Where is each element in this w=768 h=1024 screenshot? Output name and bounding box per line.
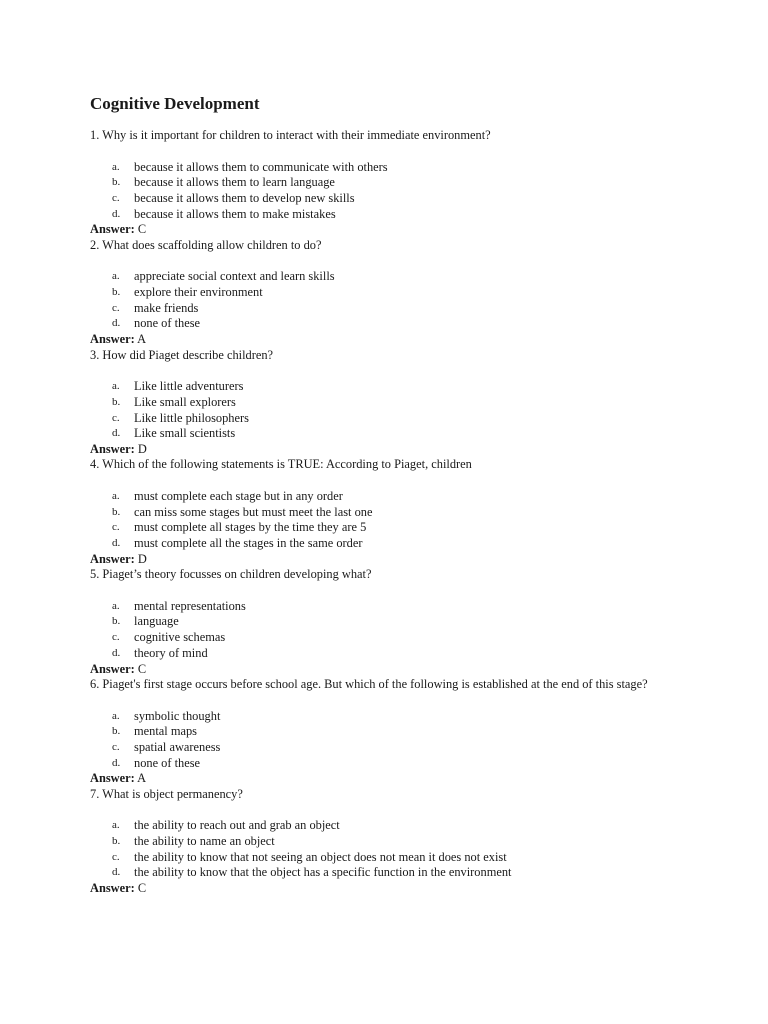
option-text: symbolic thought [134, 708, 221, 723]
question-text: 2. What does scaffolding allow children to do? [90, 237, 322, 252]
answer-label: Answer: [90, 332, 135, 347]
answer-value: C [137, 881, 147, 896]
option-letter: d. [112, 537, 121, 550]
question-block [90, 787, 690, 897]
option-text: Like little adventurers [134, 379, 244, 394]
answer-line [90, 662, 690, 678]
option-letter: a. [112, 709, 120, 722]
option-item [90, 395, 690, 411]
option-text: because it allows them to develop new skills [134, 190, 355, 205]
option-list [90, 160, 690, 223]
option-item [90, 614, 690, 630]
option-letter: d. [112, 646, 121, 659]
option-item [90, 646, 690, 662]
option-text: none of these [134, 755, 201, 770]
option-text: the ability to know that the object has a specific function in the environment [134, 865, 512, 880]
question-block [90, 457, 690, 567]
answer-label: Answer: [90, 771, 135, 786]
option-text: spatial awareness [134, 739, 221, 754]
answer-label: Answer: [90, 881, 135, 896]
document-title: Cognitive Development [90, 94, 260, 113]
option-item [90, 191, 690, 207]
option-list [90, 379, 690, 442]
option-list [90, 269, 690, 332]
answer-value: D [137, 441, 147, 456]
option-item [90, 301, 690, 317]
option-list [90, 489, 690, 552]
question-text: 4. Which of the following statements is TRUE: According to Piaget, children [90, 457, 472, 472]
option-text: because it allows them to make mistakes [134, 206, 336, 221]
option-item [90, 175, 690, 191]
option-text: must complete all stages by the time they are 5 [134, 520, 367, 535]
option-item [90, 411, 690, 427]
question-text: 1. Why is it important for children to interact with their immediate environment? [90, 128, 491, 142]
option-text: the ability to name an object [134, 834, 275, 849]
option-item [90, 756, 690, 772]
option-letter: c. [112, 850, 120, 863]
option-list [90, 599, 690, 662]
option-letter: b. [112, 725, 121, 738]
option-text: theory of mind [134, 645, 208, 660]
option-letter: b. [112, 176, 121, 189]
question-block [90, 348, 690, 458]
answer-value: D [137, 551, 147, 566]
option-item [90, 834, 690, 850]
option-letter: c. [112, 301, 120, 314]
question-text: 5. Piaget’s theory focusses on children developing what? [90, 567, 372, 582]
option-letter: c. [112, 191, 120, 204]
question-block [90, 567, 690, 677]
option-letter: b. [112, 286, 121, 299]
option-item [90, 520, 690, 536]
option-text: language [134, 614, 179, 629]
option-text: Like small scientists [134, 426, 236, 441]
option-item [90, 818, 690, 834]
answer-value: A [137, 332, 147, 347]
option-letter: d. [112, 317, 121, 330]
option-item [90, 505, 690, 521]
option-item [90, 865, 690, 881]
option-letter: d. [112, 207, 121, 220]
option-letter: d. [112, 866, 121, 879]
option-item [90, 269, 690, 285]
option-item [90, 709, 690, 725]
option-text: none of these [134, 316, 201, 331]
answer-label: Answer: [90, 441, 135, 456]
answer-label: Answer: [90, 222, 135, 237]
answer-line [90, 881, 690, 897]
option-letter: c. [112, 631, 120, 644]
answer-line [90, 771, 690, 787]
option-item [90, 207, 690, 223]
option-text: mental representations [134, 598, 246, 613]
question-block [90, 677, 690, 787]
option-item [90, 489, 690, 505]
answer-label: Answer: [90, 551, 135, 566]
document-page [90, 94, 690, 897]
option-letter: b. [112, 835, 121, 848]
answer-line [90, 442, 690, 458]
answer-value: C [137, 661, 147, 676]
option-letter: d. [112, 756, 121, 769]
option-text: can miss some stages but must meet the last one [134, 504, 373, 519]
answer-label: Answer: [90, 661, 135, 676]
question-text: 7. What is object permanency? [90, 786, 243, 801]
option-item [90, 850, 690, 866]
question-block [90, 238, 690, 348]
option-item [90, 285, 690, 301]
option-item [90, 536, 690, 552]
option-text: appreciate social context and learn skills [134, 269, 335, 284]
option-letter: a. [112, 489, 120, 502]
option-text: explore their environment [134, 285, 263, 300]
option-letter: c. [112, 411, 120, 424]
option-letter: c. [112, 740, 120, 753]
question-block [90, 128, 690, 238]
answer-value: A [137, 771, 147, 786]
option-text: mental maps [134, 724, 197, 739]
option-item [90, 426, 690, 442]
option-text: the ability to know that not seeing an object does not mean it does not exist [134, 849, 507, 864]
option-text: Like small explorers [134, 394, 236, 409]
option-list [90, 818, 690, 881]
option-list [90, 709, 690, 772]
option-item [90, 724, 690, 740]
question-text: 6. Piaget's first stage occurs before school age. But which of the following is established at the end of this stage? [90, 677, 648, 692]
option-letter: a. [112, 380, 120, 393]
option-item [90, 599, 690, 615]
option-letter: b. [112, 505, 121, 518]
question-list [90, 128, 690, 897]
option-letter: a. [112, 819, 120, 832]
option-text: because it allows them to learn language [134, 175, 335, 190]
option-item [90, 160, 690, 176]
option-item [90, 379, 690, 395]
option-item [90, 740, 690, 756]
option-letter: b. [112, 395, 121, 408]
option-item [90, 316, 690, 332]
option-letter: b. [112, 615, 121, 628]
option-item [90, 630, 690, 646]
answer-line [90, 552, 690, 568]
question-text: 3. How did Piaget describe children? [90, 347, 274, 362]
option-letter: c. [112, 521, 120, 534]
option-letter: a. [112, 270, 120, 283]
answer-line [90, 222, 690, 238]
answer-line [90, 332, 690, 348]
answer-value: C [137, 222, 147, 237]
option-letter: d. [112, 427, 121, 440]
option-text: because it allows them to communicate with others [134, 159, 388, 174]
option-text: make friends [134, 300, 199, 315]
option-text: must complete all the stages in the same order [134, 536, 363, 551]
option-text: the ability to reach out and grab an object [134, 818, 340, 833]
option-text: Like little philosophers [134, 410, 249, 425]
option-text: cognitive schemas [134, 630, 226, 645]
option-letter: a. [112, 599, 120, 612]
option-letter: a. [112, 160, 120, 173]
option-text: must complete each stage but in any order [134, 488, 343, 503]
